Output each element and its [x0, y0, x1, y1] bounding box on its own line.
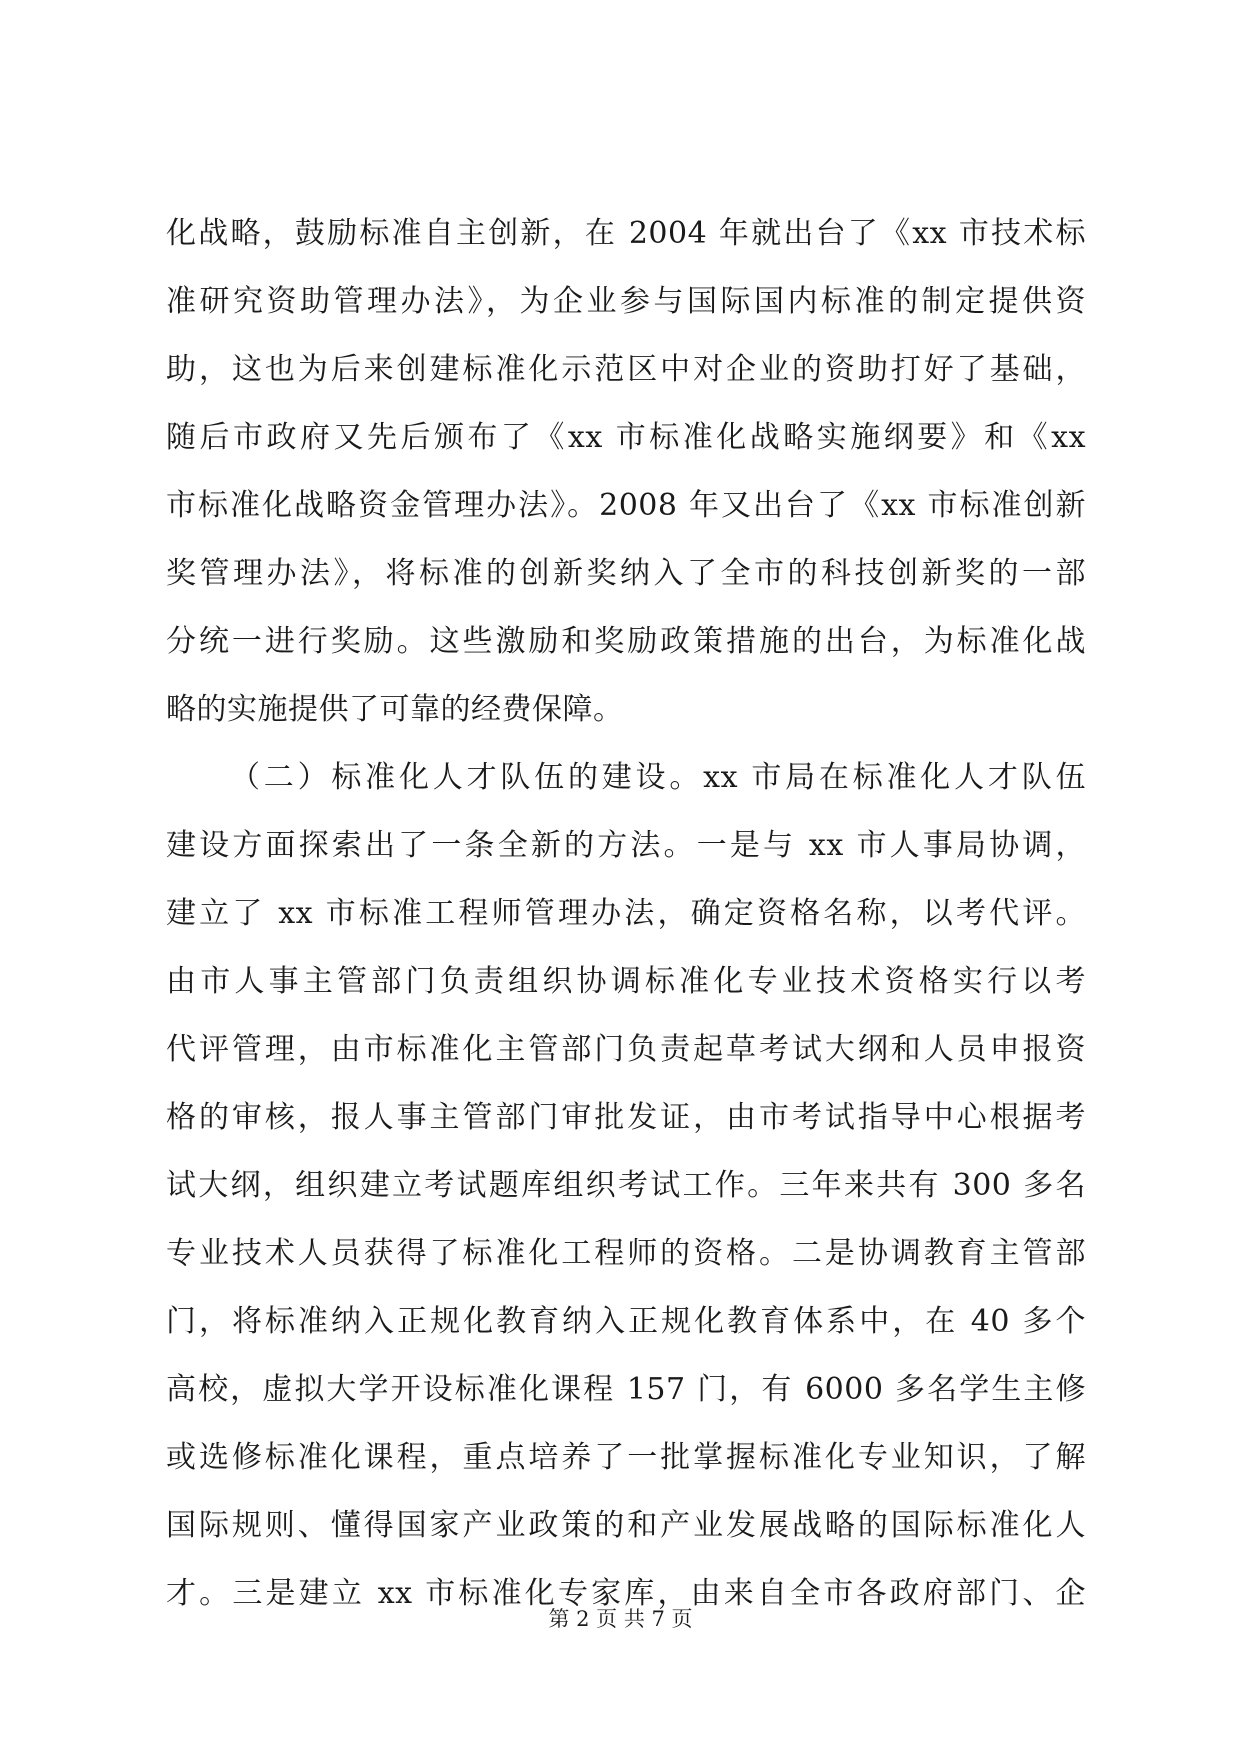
text-line: 助，这也为后来创建标准化示范区中对企业的资助打好了基础， — [166, 352, 1086, 387]
text-line: 化战略，鼓励标准自主创新，在 2004 年就出台了《xx 市技术标 — [166, 216, 1086, 251]
text-line: 专业技术人员获得了标准化工程师的资格。二是协调教育主管部 — [166, 1236, 1086, 1271]
text-line: 或选修标准化课程，重点培养了一批掌握标准化专业知识，了解 — [166, 1440, 1086, 1475]
text-line: 高校，虚拟大学开设标准化课程 157 门，有 6000 多名学生主修 — [166, 1372, 1086, 1407]
text-line: 建设方面探索出了一条全新的方法。一是与 xx 市人事局协调， — [166, 828, 1086, 863]
text-line: 代评管理，由市标准化主管部门负责起草考试大纲和人员申报资 — [166, 1032, 1086, 1067]
text-line: 门，将标准纳入正规化教育纳入正规化教育体系中，在 40 多个 — [166, 1304, 1086, 1339]
text-line: 准研究资助管理办法》，为企业参与国际国内标准的制定提供资 — [166, 284, 1086, 319]
text-line: 随后市政府又先后颁布了《xx 市标准化战略实施纲要》和《xx — [166, 420, 1086, 455]
text-line: 才。三是建立 xx 市标准化专家库，由来自全市各政府部门、企 — [166, 1576, 1086, 1611]
text-line: 试大纲，组织建立考试题库组织考试工作。三年来共有 300 多名 — [166, 1168, 1086, 1203]
text-line: 建立了 xx 市标准工程师管理办法，确定资格名称，以考代评。 — [166, 896, 1086, 931]
text-line: 略的实施提供了可靠的经费保障。 — [166, 692, 624, 727]
text-line: 市标准化战略资金管理办法》。2008 年又出台了《xx 市标准创新 — [166, 488, 1086, 523]
text-line: 国际规则、懂得国家产业政策的和产业发展战略的国际标准化人 — [166, 1508, 1086, 1543]
text-line: 分统一进行奖励。这些激励和奖励政策措施的出台，为标准化战 — [166, 624, 1086, 659]
page-number-footer: 第 2 页 共 7 页 — [548, 1607, 693, 1631]
text-line: 奖管理办法》，将标准的创新奖纳入了全市的科技创新奖的一部 — [166, 556, 1086, 591]
body-text — [166, 200, 1086, 1628]
section-heading-line: （二）标准化人才队伍的建设。xx 市局在标准化人才队伍 — [230, 760, 1086, 795]
text-line: 格的审核，报人事主管部门审批发证，由市考试指导中心根据考 — [166, 1100, 1086, 1135]
text-line: 由市人事主管部门负责组织协调标准化专业技术资格实行以考 — [166, 964, 1086, 999]
